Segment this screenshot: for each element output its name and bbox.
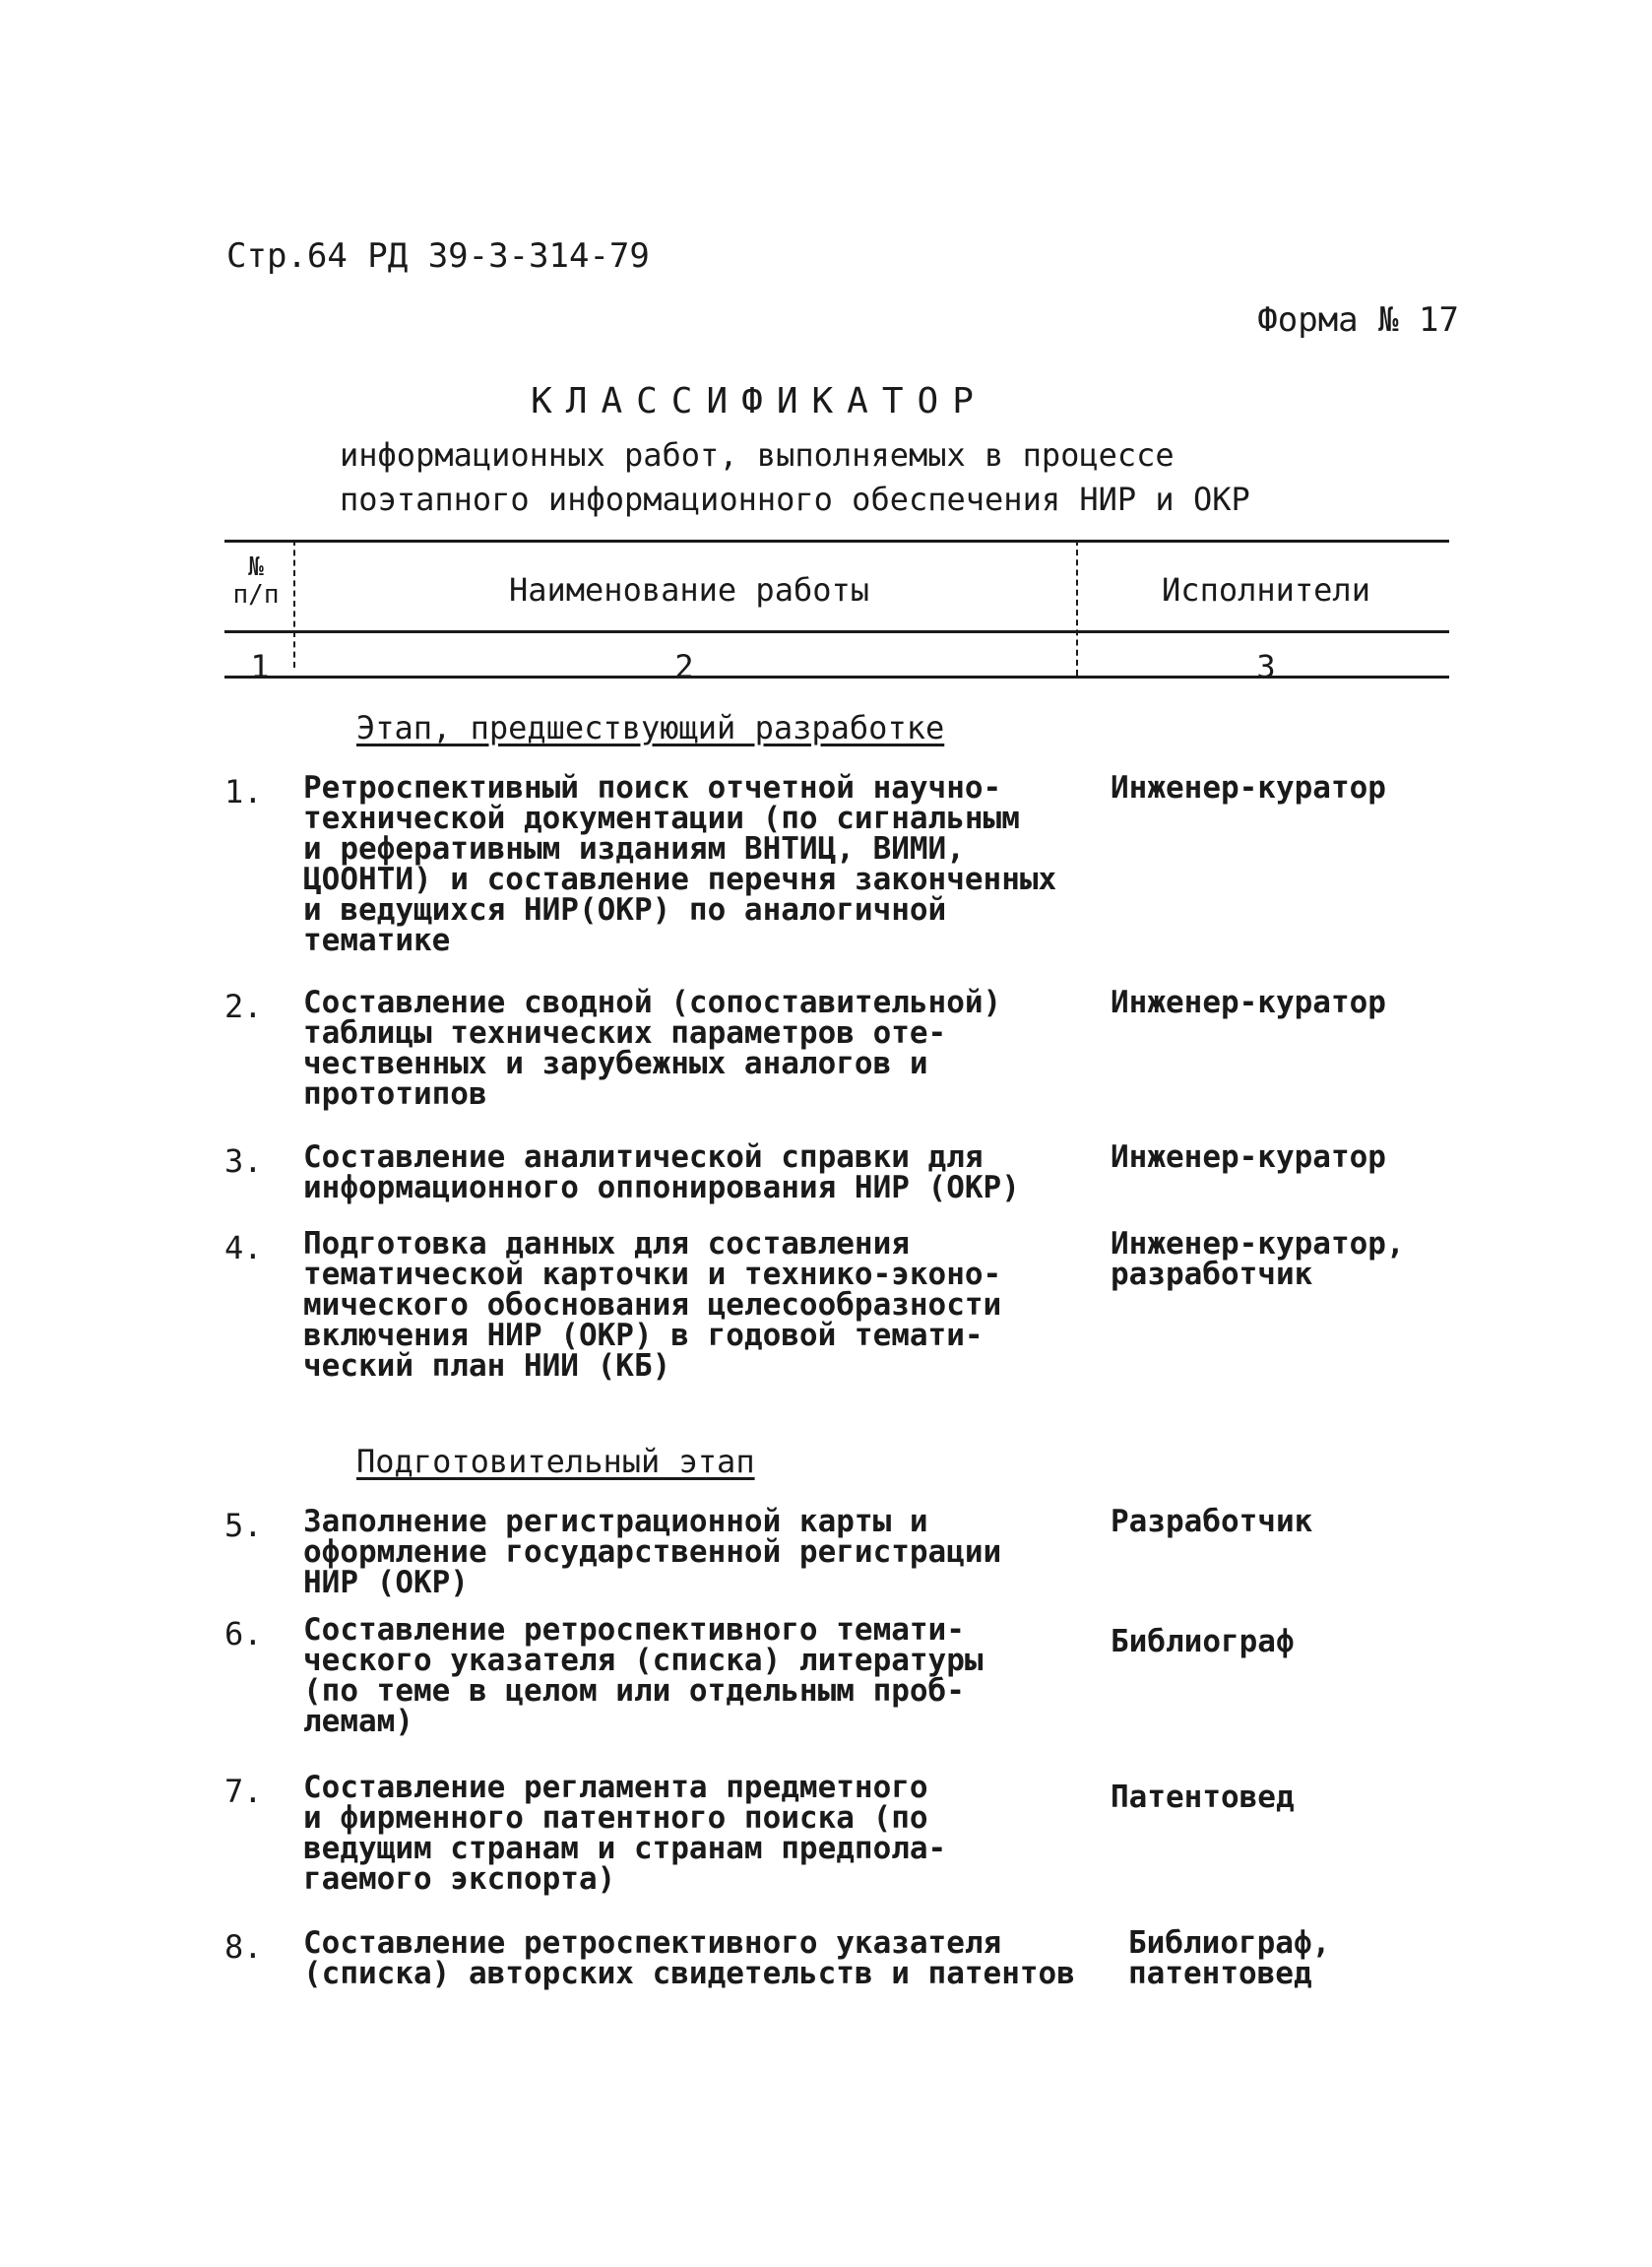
column-index-3: 3	[1256, 648, 1276, 685]
item-number: 2.	[224, 988, 263, 1025]
item-number: 8.	[224, 1928, 263, 1966]
column-header-number: № п/п	[232, 552, 280, 610]
item-text: Заполнение регистрационной карты и оформление государственной регистрации НИР (ОКР)	[303, 1504, 1002, 1600]
column-header-name: Наименование работы	[508, 571, 870, 609]
table-header-rule	[224, 630, 1449, 633]
item-executor: Библиограф, патентовед	[1128, 1925, 1331, 1991]
item-text: Ретроспективный поиск отчетной научно- технической документации (по сигнальным и реферативным изданиям ВНТИЦ, ВИМИ, ЦООНТИ) и составление перечня законченных и ведущихся НИР(ОКР) по аналогичной тематике	[303, 770, 1057, 958]
item-executor: Инженер-куратор	[1111, 1139, 1386, 1175]
document-title: КЛАССИФИКАТОР	[531, 381, 987, 421]
item-text: Подготовка данных для составления тематической карточки и технико-эконо- мического обоснования целесообразности включения НИР (ОКР) в годовой темати- ческий план НИИ (КБ)	[303, 1226, 1002, 1384]
item-text: Составление аналитической справки для информационного оппонирования НИР (ОКР)	[303, 1139, 1020, 1205]
item-number: 7.	[224, 1773, 263, 1810]
section-heading-pre-development: Этап, предшествующий разработке	[356, 709, 945, 746]
item-executor: Разработчик	[1111, 1504, 1313, 1539]
column-index-1: 1	[250, 648, 270, 685]
item-number: 1.	[224, 773, 263, 810]
item-number: 5.	[224, 1507, 263, 1544]
item-executor: Инженер-куратор	[1111, 985, 1386, 1020]
item-number: 6.	[224, 1615, 263, 1652]
item-text: Составление ретроспективного темати- ческого указателя (списка) литературы (по теме в целом или отдельным проб- лемам)	[303, 1612, 984, 1739]
item-text: Составление сводной (сопоставительной) таблицы технических параметров оте- чественных и зарубежных аналогов и прототипов	[303, 985, 1002, 1112]
column-index-2: 2	[674, 648, 694, 685]
item-number: 3.	[224, 1142, 263, 1180]
section-heading-preparatory: Подготовительный этап	[356, 1443, 755, 1480]
table-top-rule	[224, 540, 1449, 543]
column-divider-2	[1076, 540, 1078, 676]
document-subtitle-line1: информационных работ, выполняемых в процессе	[340, 436, 1175, 474]
column-header-executors: Исполнители	[1162, 571, 1370, 609]
item-executor: Инженер-куратор, разработчик	[1111, 1226, 1405, 1292]
item-text: Составление регламента предметного и фирменного патентного поиска (по ведущим странам и странам предпола- гаемого экспорта)	[303, 1770, 947, 1897]
item-executor: Инженер-куратор	[1111, 770, 1386, 806]
item-executor: Библиограф	[1111, 1624, 1295, 1659]
page-reference: Стр.64 РД 39-3-314-79	[226, 236, 650, 276]
item-number: 4.	[224, 1229, 263, 1266]
form-number: Форма № 17	[1257, 300, 1459, 340]
document-subtitle-line2: поэтапного информационного обеспечения НИР и ОКР	[340, 481, 1250, 518]
item-executor: Патентовед	[1111, 1780, 1295, 1815]
item-text: Составление ретроспективного указателя (списка) авторских свидетельств и патентов	[303, 1925, 1075, 1991]
